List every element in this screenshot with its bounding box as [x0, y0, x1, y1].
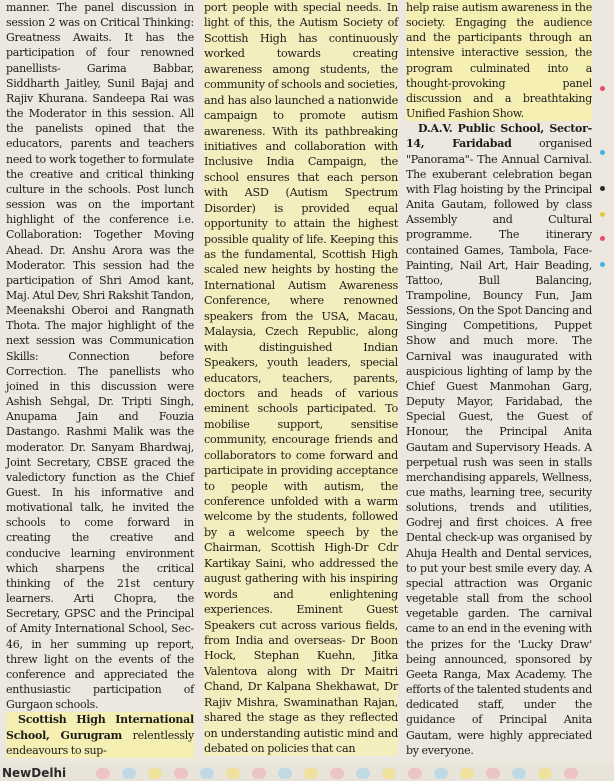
register-swatch: [356, 768, 370, 779]
article-paragraph: [406, 0, 592, 121]
article-paragraph: [6, 0, 194, 712]
register-swatch: [122, 768, 136, 779]
school-name: Scottish High International School, Gurugram: [6, 713, 194, 742]
register-swatch: [226, 768, 240, 779]
register-swatch: [434, 768, 448, 779]
register-swatch: [174, 768, 188, 779]
color-register-strip: [96, 768, 578, 780]
register-swatch: [564, 768, 578, 779]
edition-city-label: NewDelhi: [2, 766, 67, 780]
register-swatch: [148, 768, 162, 779]
article-paragraph-scottish-high: [6, 712, 194, 757]
register-swatch: [304, 768, 318, 779]
color-register-mark: [600, 262, 605, 267]
paragraph-text: help raise autism awareness in the society. Engaging the audience and the participants through an intensive interactive session, the program culminated into a thought-provoking panel discussion and a breathtaking Unified Fashion Show.: [406, 1, 592, 121]
paragraph-text: port people with special needs. In light of this, the Autism Society of Scottish High has continuously worked towards creating awareness among students, the community of schools and societies, and has also launched a nationwide campaign to promote autism awareness. With its pathbreaking initiatives and collaboration with Inclusive India Campaign, the school ensures that each person with ASD (Autism Spectrum Disorder) is provided equal opportunity to attain the highest possible quality of life. Keeping this as the fundamental, Scottish High scaled new heights by hosting the International Autism Awareness Conference, where renowned speakers from the USA, Macau, Malaysia, Czech Republic, along with distinguished Indian Speakers, youth leaders, special educators, teachers, parents, doctors and heads of various eminent schools participated. To mobilise support, sensitise community, encourage friends and collaborators to come forward and participate in providing acceptance to people with autism, the conference unfolded with a warm welcome by the students, followed by a welcome speech by the Chairman, Scottish High-Dr Cdr Kartikay Saini, who addressed the august gathering with his inspiring words and enlightening experiences. Eminent Guest Speakers cut across various fields, from India and overseas- Dr Boon Hock, Stephan Kuehn, Jitka Valentova along with Dr Maitri Chand, Dr Kalpana Shekhawat, Dr Rajiv Mishra, Swaminathan Rajan, shared the stage as they reflected on understanding autistic mind and debated on policies that can: [204, 1, 398, 755]
register-swatch: [408, 768, 422, 779]
color-register-mark: [600, 186, 605, 191]
register-swatch: [200, 768, 214, 779]
article-paragraph-dav-school: [406, 121, 592, 758]
register-swatch: [330, 768, 344, 779]
register-swatch: [382, 768, 396, 779]
color-register-mark: [600, 150, 605, 155]
color-register-mark: [600, 212, 605, 217]
article-column-2: [204, 0, 398, 756]
article-column-1: [6, 0, 194, 758]
register-swatch: [278, 768, 292, 779]
register-swatch: [252, 768, 266, 779]
register-swatch: [512, 768, 526, 779]
color-register-mark: [600, 236, 605, 241]
register-swatch: [460, 768, 474, 779]
color-register-mark: [600, 86, 605, 91]
register-swatch: [538, 768, 552, 779]
register-swatch: [486, 768, 500, 779]
paragraph-text: organised "Panorama"- The Annual Carnival. The exuberant celebration began with Flag hoisting by the Principal Anita Gautam, followed by class Assembly and Cultural programme. The itinerary contained Games, Tambola, Face-Painting, Nail Art, Hair Beading, Tattoo, Bull Balancing, Trampoline, Bouncy Fun, Jam Sessions, On the Spot Dancing and Singing Competitions, Puppet Show and much more. The Carnival was inaugurated with auspicious lighting of lamp by the Chief Guest Manmohan Garg, Deputy Mayor, Faridabad, the Special Guest, the Guest of Honour, the Principal Anita Gautam and Supervisory Heads. A perpetual rush was seen in stalls merchandising apparels, Wellness, cue maths, learning tree, security solutions, trends and utilities, Godrej and first choices. A free Dental check-up was organised by Ahuja Health and Dental services, to put your best smile every day. A special attraction was Organic vegetable stall from the school vegetable garden. The carnival came to an end in the evening with the prizes for the 'Lucky Draw' being announced, sponsored by Geeta Ranga, Max Academy. The efforts of the talented students and dedicated staff, under the guidance of Principal Anita Gautam, were highly appreciated by everyone.: [406, 137, 593, 757]
register-swatch: [96, 768, 110, 779]
school-name: D.A.V. Public School, Sector-14, Faridabad: [406, 122, 592, 151]
article-paragraph: [204, 0, 398, 756]
paragraph-text: relentlessly endeavours to sup-: [6, 728, 194, 757]
paragraph-text: manner. The panel discussion in session 2 was on Critical Thinking: Greatness Awaits. It has the participation of four renowned panellists- Garima Babbar, Siddharth Jaitley, Sunil Bajaj and Rajiv Khurana. Sandeepa Rai was the Moderator in this session. All the panelists opined that the educators, parents and teachers need to work together to formulate the creative and critical thinking culture in the schools. Post lunch session was on the important highlight of the conference i.e. Collaboration: Together Moving Ahead. Dr. Anshu Arora was the Moderator. This session had the participation of Shri Amod kant, Maj. Atul Dev, Shri Rakshit Tandon, Meenakshi Oberoi and Rangnath Thota. The major highlight of the next session was Communication Skills: Connection before Correction. The panellists who joined in this discussion were Ashish Sehgal, Dr. Tripti Singh, Anupama Jain and Fouzia Dastango. Rashmi Malik was the moderator. Dr. Sanyam Bhardwaj, Joint Secretary, CBSE graced the valedictory function as the Chief Guest. In his informative and motivational talk, he invited the schools to come forward in creating the creative and conducive learning environment which sharpens the critical thinking of the 21st century learners. Arti Chopra, the Secretary, GPSC and the Principal of Amity International School, Sec-46, in her summing up report, threw light on the events of the conference and appreciated the enthusiastic participation of Gurgaon schools.: [6, 1, 194, 712]
article-column-3: [406, 0, 592, 758]
